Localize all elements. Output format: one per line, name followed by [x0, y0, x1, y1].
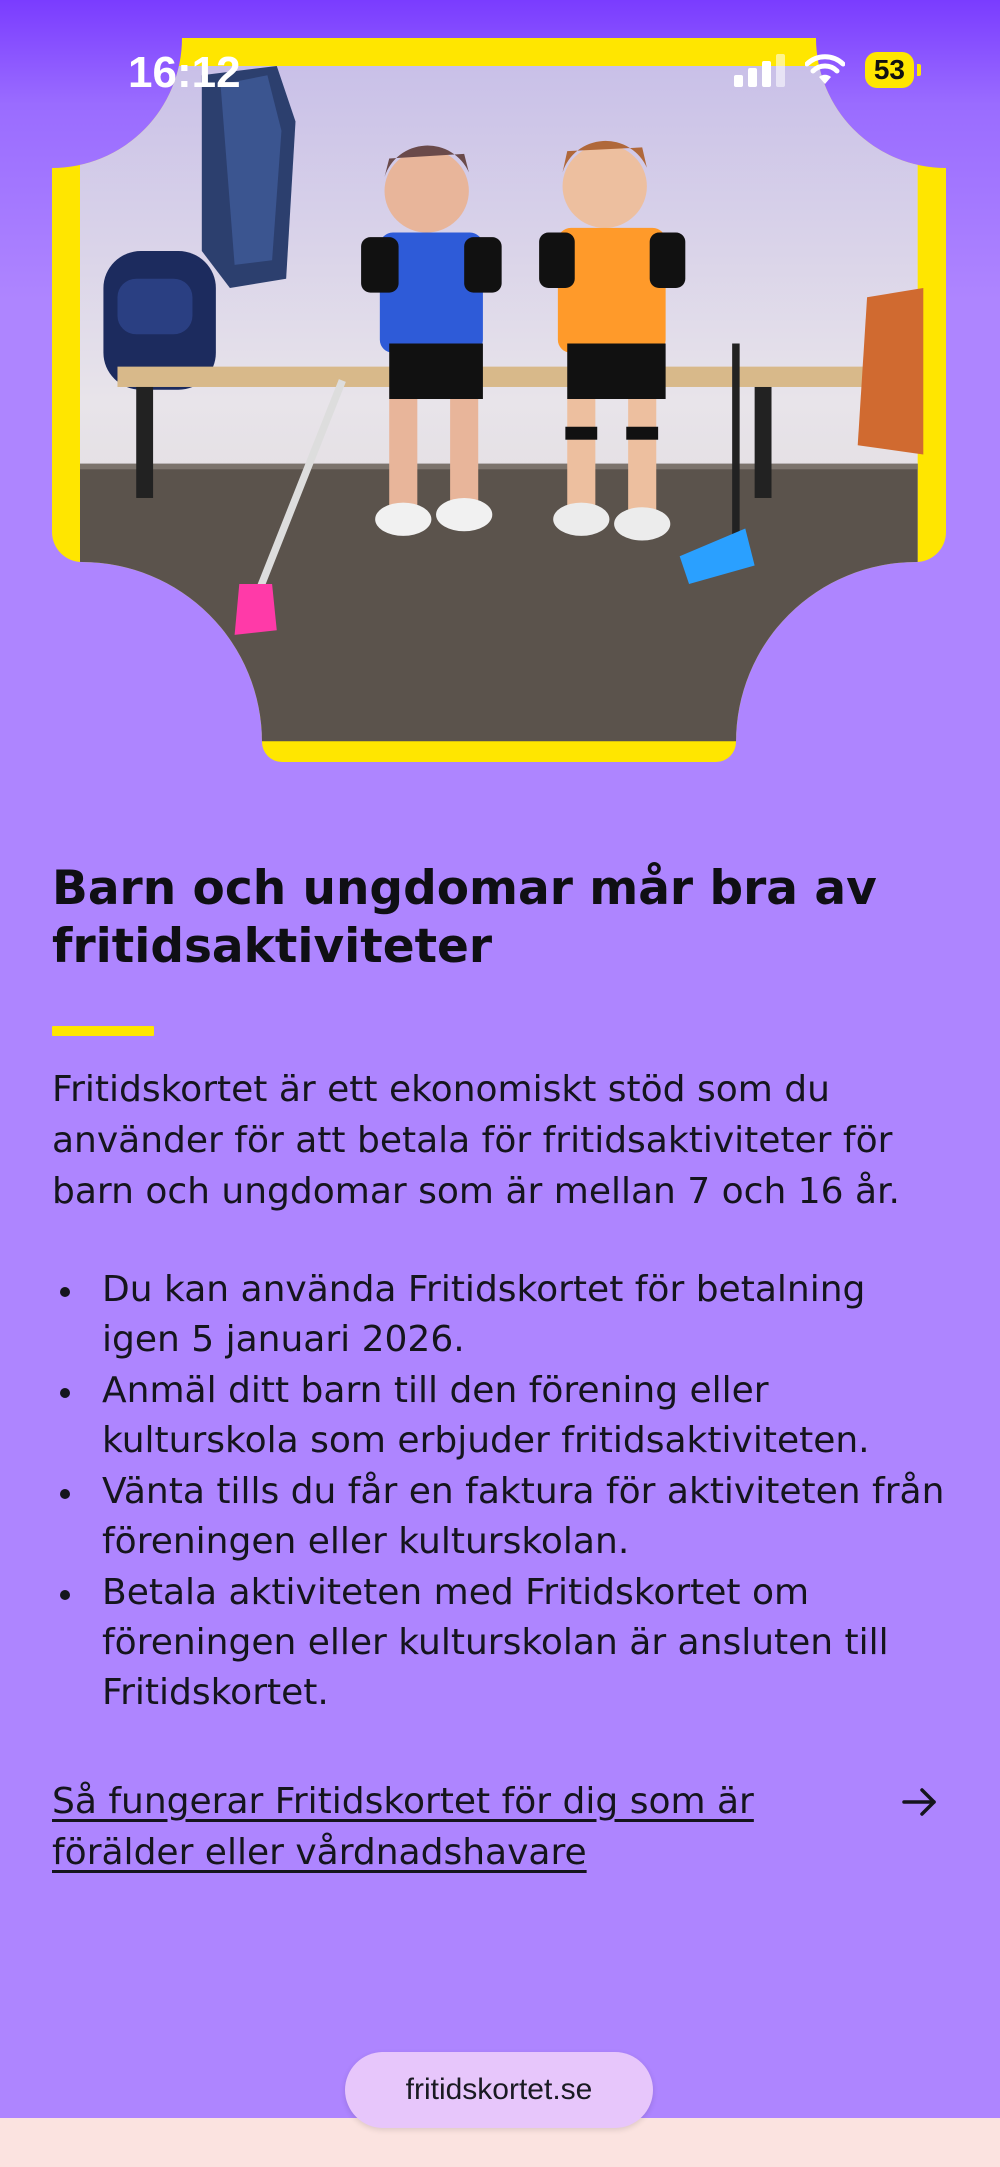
battery-icon: 53 [865, 52, 914, 88]
article [52, 860, 952, 1878]
cellular-signal-icon [734, 53, 785, 87]
title-underline [52, 1026, 154, 1036]
status-bar [0, 0, 1000, 140]
arrow-right-icon[interactable] [898, 1780, 942, 1824]
info-list [52, 1265, 952, 1718]
hero-image [52, 38, 946, 762]
list-item: Anmäl ditt barn till den förening eller kulturskola som erbjuder fritidsaktiviteten. [52, 1366, 952, 1466]
intro-paragraph: Fritidskortet är ett ekonomiskt stöd som du använder för att betala för fritidsaktiviteter för barn och ungdomar som är mellan 7 och 16 år. [52, 1069, 900, 1212]
list-item: Du kan använda Fritidskortet för betalning igen 5 januari 2026. [52, 1265, 952, 1365]
parent-guide-link[interactable] [52, 1776, 952, 1878]
wifi-icon [805, 54, 845, 86]
status-time: 16:12 [128, 48, 241, 97]
url-bar[interactable]: fritidskortet.se [345, 2052, 653, 2128]
status-icons [734, 52, 914, 88]
page-title: Barn och ungdomar mår bra av fritidsaktiviteter [52, 861, 877, 974]
list-item: Vänta tills du får en faktura för aktiviteten från föreningen eller kulturskolan. [52, 1467, 952, 1567]
hero-photo-frame [52, 38, 946, 762]
parent-guide-link-text[interactable]: Så fungerar Fritidskortet för dig som är förälder eller vårdnadshavare [52, 1781, 754, 1873]
list-item: Betala aktiviteten med Fritidskortet om föreningen eller kulturskolan är ansluten till Fritidskortet. [52, 1568, 952, 1718]
